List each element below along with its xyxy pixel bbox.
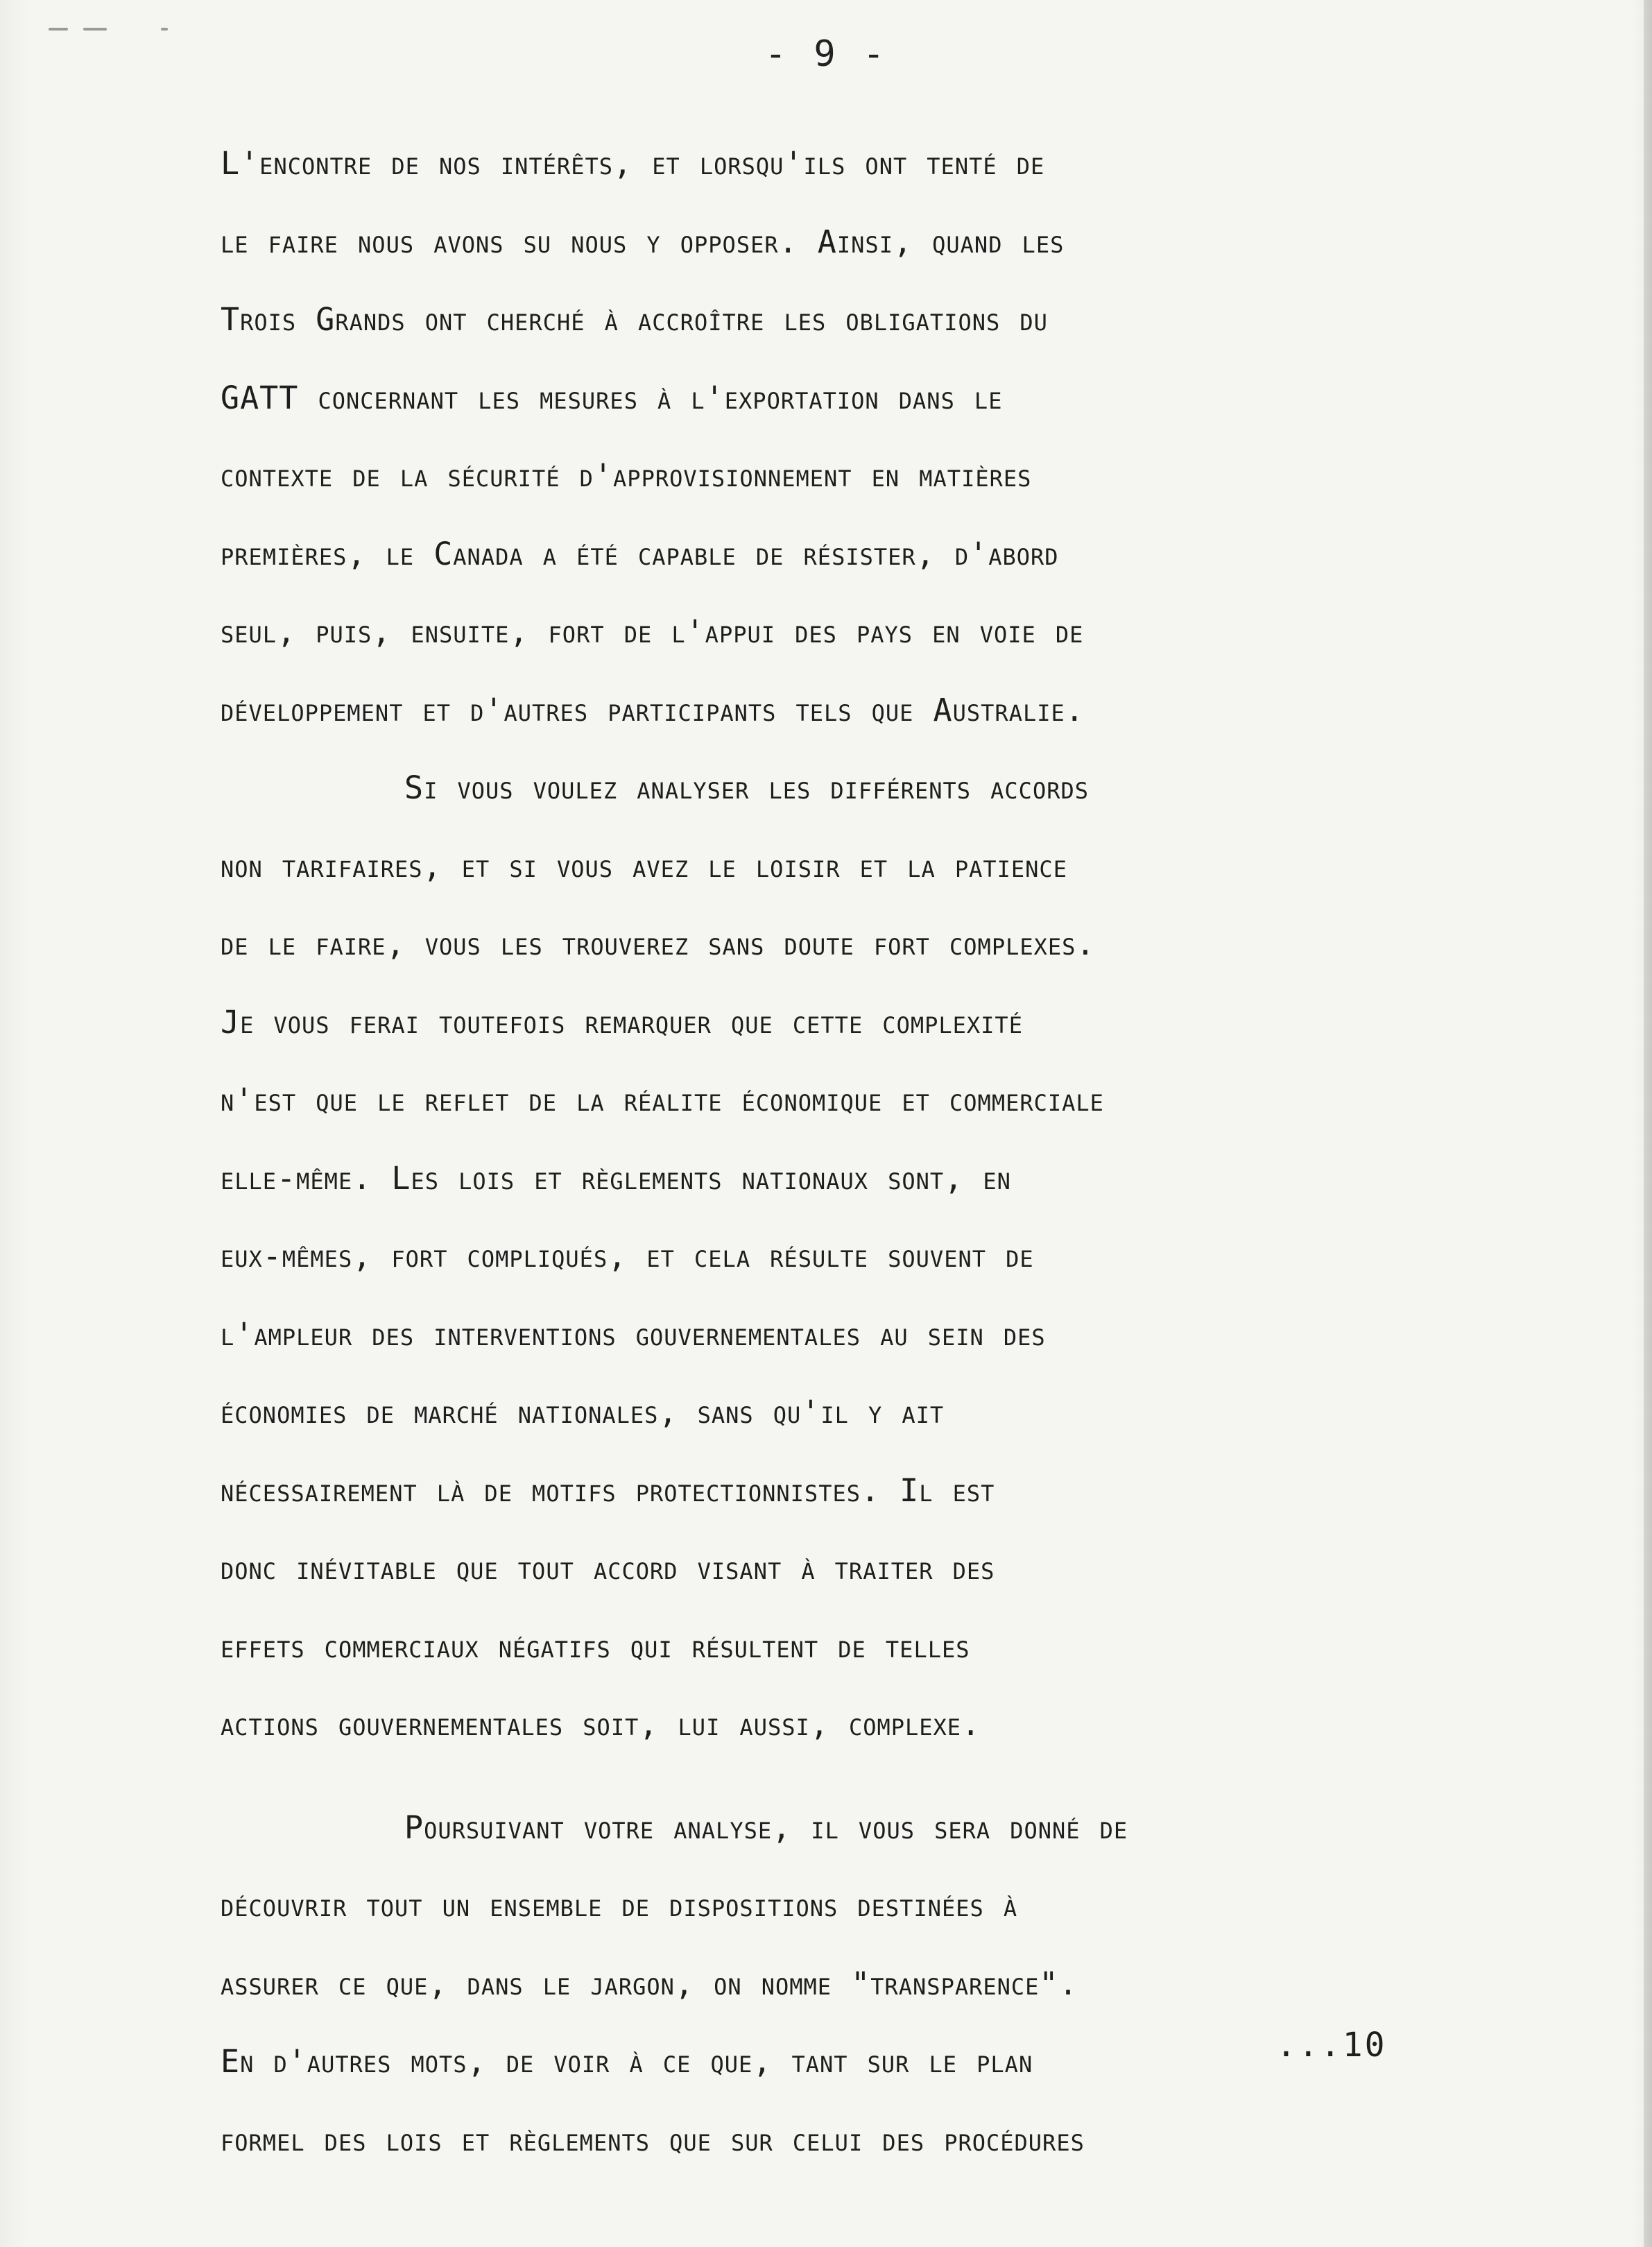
text-line: Si vous voulez analyser les différents accords bbox=[404, 769, 1090, 806]
paper-speck bbox=[83, 28, 107, 31]
text-line: l'ampleur des interventions gouvernementales au sein des bbox=[221, 1315, 1046, 1353]
text-line: formel des lois et règlements que sur celui des procédures bbox=[221, 2121, 1085, 2158]
text-line: économies de marché nationales, sans qu'il y ait bbox=[221, 1394, 945, 1430]
text-line: eux-mêmes, fort compliqués, et cela résulte souvent de bbox=[221, 1238, 1034, 1274]
text-line: Trois Grands ont cherché à accroître les obligations du bbox=[221, 301, 1048, 338]
text-line: de le faire, vous les trouverez sans doute fort complexes. bbox=[221, 925, 1096, 962]
text-line: donc inévitable que tout accord visant à traiter des bbox=[221, 1550, 995, 1587]
text-line: le faire nous avons su nous y opposer. Ainsi, quand les bbox=[221, 223, 1065, 260]
text-line: non tarifaires, et si vous avez le loisir et la patience bbox=[221, 847, 1067, 885]
text-line: effets commerciaux négatifs qui résultent de telles bbox=[221, 1627, 970, 1665]
paragraph-gap bbox=[221, 1764, 1441, 1789]
text-line: actions gouvernementales soit, lui aussi, complexe. bbox=[221, 1706, 981, 1743]
text-line: elle-même. Les lois et règlements nationaux sont, en bbox=[221, 1159, 1011, 1197]
page-number: - 9 - bbox=[764, 33, 888, 75]
text-line: assurer ce que, dans le jargon, on nomme "transparence". bbox=[221, 1965, 1078, 2002]
text-line: développement et d'autres participants tels que Australie. bbox=[221, 691, 1085, 728]
text-line: GATT concernant les mesures à l'exportation dans le bbox=[221, 379, 1003, 416]
text-line: Je vous ferai toutefois remarquer que cette complexité bbox=[221, 1003, 1023, 1041]
paper-speck bbox=[49, 28, 68, 31]
text-line: nécessairement là de motifs protectionnistes. Il est bbox=[221, 1471, 995, 1509]
paragraph-3 bbox=[221, 1789, 1441, 2180]
text-line: En d'autres mots, de voir à ce que, tant sur le plan bbox=[221, 2043, 1033, 2080]
text-line: n'est que le reflet de la réalite économique et commerciale bbox=[221, 1082, 1104, 1118]
paragraph-1 bbox=[221, 125, 1441, 749]
text-line: L'encontre de nos intérêts, et lorsqu'ils ont tenté de bbox=[221, 145, 1045, 182]
text-line: seul, puis, ensuite, fort de l'appui des pays en voie de bbox=[221, 613, 1084, 650]
paper-speck bbox=[161, 28, 168, 31]
body-text bbox=[221, 125, 1441, 2179]
text-line: Poursuivant votre analyse, il vous sera donné de bbox=[404, 1809, 1128, 1846]
text-line: découvrir tout un ensemble de dispositions destinées à bbox=[221, 1887, 1018, 1924]
paragraph-2 bbox=[221, 749, 1441, 1764]
continuation-marker: ...10 bbox=[1276, 2026, 1387, 2065]
text-line: contexte de la sécurité d'approvisionnement en matières bbox=[221, 457, 1032, 494]
page-edge bbox=[1644, 0, 1652, 2247]
text-line: premières, le Canada a été capable de résister, d'abord bbox=[221, 535, 1059, 572]
